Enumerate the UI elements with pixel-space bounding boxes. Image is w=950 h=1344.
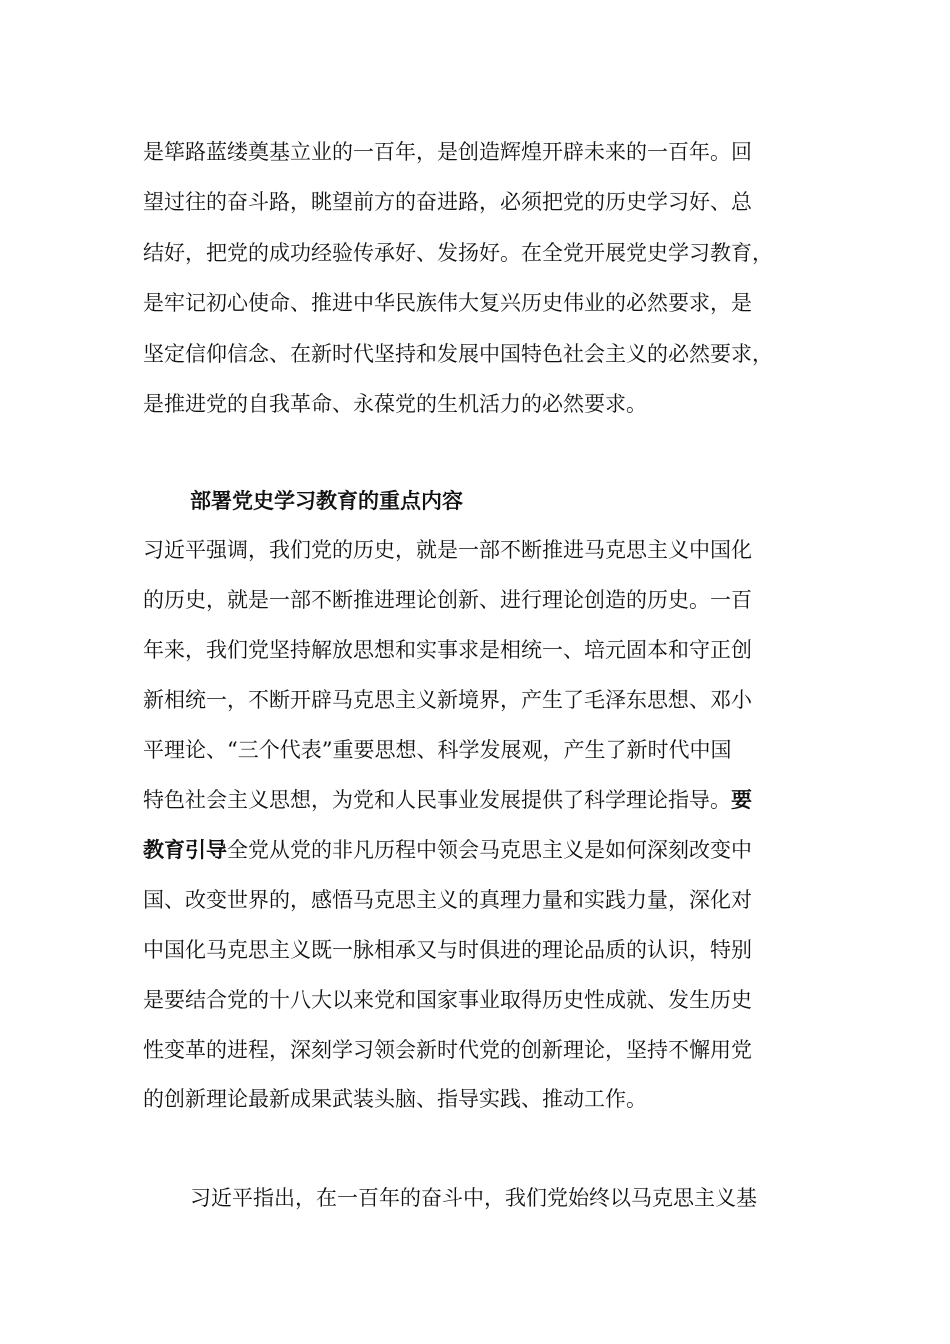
paragraph-1-line-6: 是推进党的自我革命、永葆党的生机活力的必然要求。 — [143, 392, 647, 416]
paragraph-2-line-11: 性变革的进程，深刻学习领会新时代党的创新理论，坚持不懈用党 — [143, 1038, 752, 1062]
paragraph-1-line-3: 结好，把党的成功经验传承好、发扬好。在全党开展党史学习教育， — [143, 241, 773, 265]
paragraph-2-line-7-text: 全党从党的非凡历程中领会马克思主义是如何深刻改变中 — [227, 838, 752, 862]
paragraph-2-line-7-bold: 教育引导 — [143, 837, 227, 862]
paragraph-2-line-7 — [143, 835, 823, 865]
paragraph-2-line-3: 年来，我们党坚持解放思想和实事求是相统一、培元固本和守正创 — [143, 638, 752, 662]
paragraph-1-line-4: 是牢记初心使命、推进中华民族伟大复兴历史伟业的必然要求，是 — [143, 291, 752, 315]
paragraph-2-line-5: 平理论、“三个代表”重要思想、科学发展观，产生了新时代中国 — [143, 738, 732, 762]
section-heading: 部署党史学习教育的重点内容 — [190, 488, 463, 513]
paragraph-1-line-2: 望过往的奋斗路，眺望前方的奋进路，必须把党的历史学习好、总 — [143, 190, 752, 214]
paragraph-2-line-4: 新相统一，不断开辟马克思主义新境界，产生了毛泽东思想、邓小 — [143, 688, 752, 712]
paragraph-2-line-10: 是要结合党的十八大以来党和国家事业取得历史性成就、发生历史 — [143, 988, 752, 1012]
paragraph-2-line-6-text: 特色社会主义思想，为党和人民事业发展提供了科学理论指导。 — [143, 788, 731, 812]
paragraph-2-line-6 — [143, 785, 823, 815]
paragraph-1-line-5: 坚定信仰信念、在新时代坚持和发展中国特色社会主义的必然要求， — [143, 342, 773, 366]
paragraph-1-line-1: 是筚路蓝缕奠基立业的一百年，是创造辉煌开辟未来的一百年。回 — [143, 140, 752, 164]
paragraph-2-line-1: 习近平强调，我们党的历史，就是一部不断推进马克思主义中国化 — [143, 538, 752, 562]
paragraph-2-line-12: 的创新理论最新成果武装头脑、指导实践、推动工作。 — [143, 1087, 647, 1111]
paragraph-2-line-9: 中国化马克思主义既一脉相承又与时俱进的理论品质的认识，特别 — [143, 938, 752, 962]
paragraph-3-line-1: 习近平指出，在一百年的奋斗中，我们党始终以马克思主义基 — [190, 1186, 757, 1210]
paragraph-2-line-6-bold: 要 — [731, 787, 752, 812]
paragraph-2-line-8: 国、改变世界的，感悟马克思主义的真理力量和实践力量，深化对 — [143, 888, 752, 912]
paragraph-2-line-2: 的历史，就是一部不断推进理论创新、进行理论创造的历史。一百 — [143, 588, 752, 612]
